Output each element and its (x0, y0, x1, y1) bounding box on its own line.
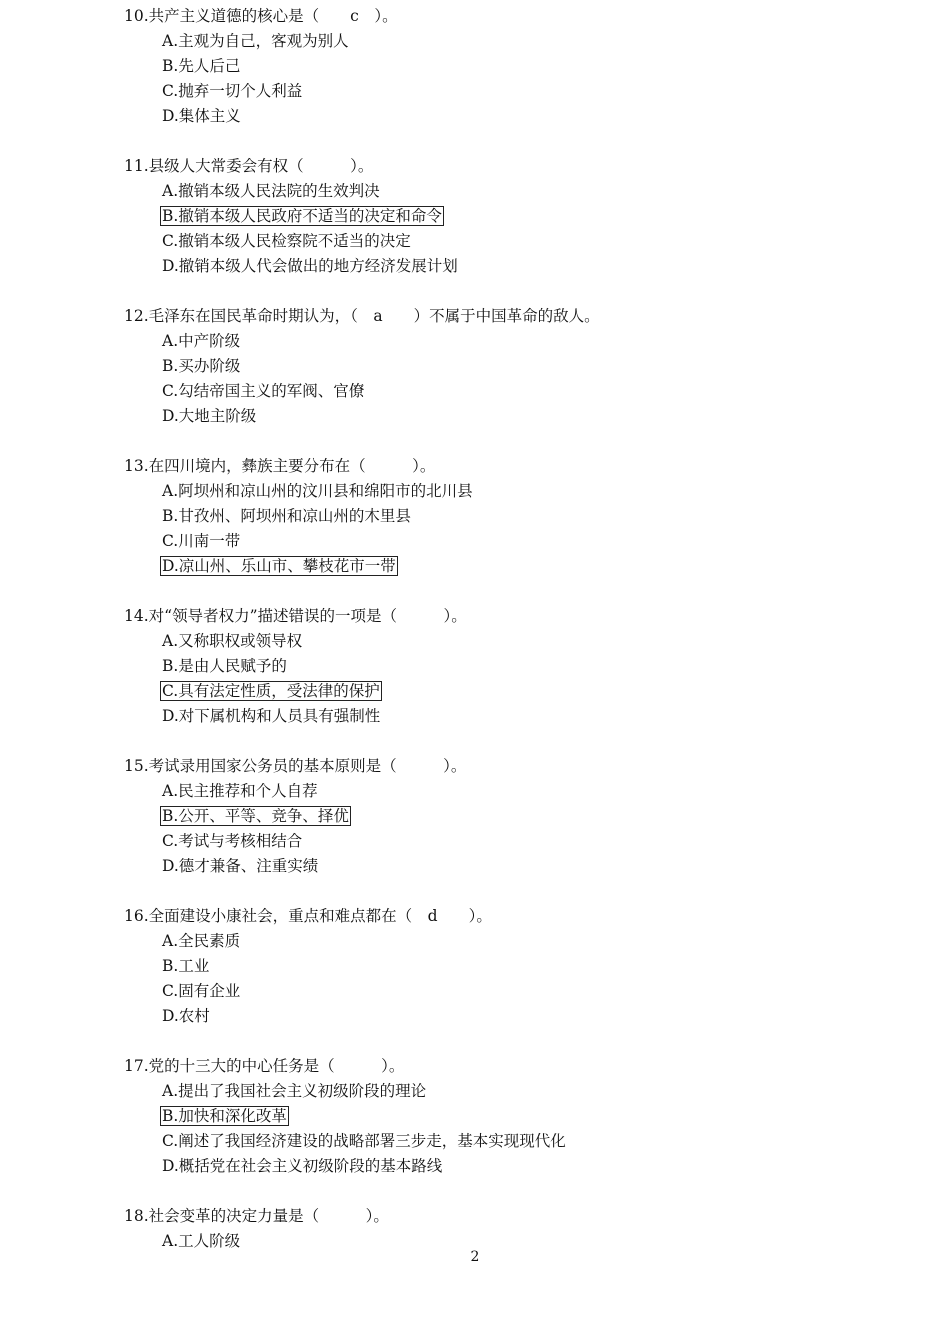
option-line (124, 979, 884, 1004)
question-block (124, 1054, 884, 1179)
question-stem: 13.在四川境内，彝族主要分布在（ ）。 (124, 457, 436, 475)
answer-box: B.加快和深化改革 (162, 1107, 287, 1125)
question-block (124, 154, 884, 279)
option-text: C.抛弃一切个人利益 (162, 82, 303, 100)
question-block (124, 454, 884, 579)
option-line (124, 504, 884, 529)
option-line (124, 1154, 884, 1179)
option-line (124, 1129, 884, 1154)
question-stem: 12.毛泽东在国民革命时期认为，（ a ）不属于中国革命的敌人。 (124, 307, 600, 325)
option-line-marked (124, 804, 884, 829)
option-text: A.民主推荐和个人自荐 (162, 782, 318, 800)
option-line (124, 704, 884, 729)
option-line (124, 629, 884, 654)
question-block (124, 1204, 884, 1254)
option-text: B.先人后己 (162, 57, 241, 75)
option-text: D.对下属机构和人员具有强制性 (162, 707, 381, 725)
option-line (124, 104, 884, 129)
option-text: B.买办阶级 (162, 357, 241, 375)
option-text: D.集体主义 (162, 107, 241, 125)
option-line (124, 229, 884, 254)
option-text: D.撤销本级人代会做出的地方经济发展计划 (162, 257, 458, 275)
option-line-marked (124, 1104, 884, 1129)
answer-box: D.凉山州、乐山市、攀枝花市一带 (162, 557, 396, 575)
option-text: A.全民素质 (162, 932, 241, 950)
question-block (124, 604, 884, 729)
question-stem: 10.共产主义道德的核心是（ c ）。 (124, 7, 398, 25)
option-text: A.主观为自己，客观为别人 (162, 32, 349, 50)
question-block (124, 904, 884, 1029)
option-line (124, 79, 884, 104)
question-block (124, 754, 884, 879)
option-text: C.川南一带 (162, 532, 241, 550)
option-line (124, 929, 884, 954)
option-line-marked (124, 204, 884, 229)
option-text: C.勾结帝国主义的军阀、官僚 (162, 382, 365, 400)
option-text: D.德才兼备、注重实绩 (162, 857, 319, 875)
option-line (124, 379, 884, 404)
option-line-marked (124, 679, 884, 704)
option-text: B.工业 (162, 957, 210, 975)
option-line (124, 179, 884, 204)
option-line (124, 354, 884, 379)
option-text: C.固有企业 (162, 982, 241, 1000)
option-text: D.概括党在社会主义初级阶段的基本路线 (162, 1157, 443, 1175)
option-line (124, 29, 884, 54)
option-line (124, 254, 884, 279)
option-text: A.提出了我国社会主义初级阶段的理论 (162, 1082, 427, 1100)
option-line (124, 54, 884, 79)
option-line-marked (124, 554, 884, 579)
question-block (124, 4, 884, 129)
option-text: D.大地主阶级 (162, 407, 257, 425)
answer-box: B.公开、平等、竞争、择优 (162, 807, 349, 825)
option-line (124, 1079, 884, 1104)
page-number: 2 (470, 1249, 480, 1265)
question-block (124, 304, 884, 429)
question-stem: 11.县级人大常委会有权（ ）。 (124, 157, 374, 175)
option-text: A.撤销本级人民法院的生效判决 (162, 182, 380, 200)
option-text: C.考试与考核相结合 (162, 832, 303, 850)
answer-box: C.具有法定性质，受法律的保护 (162, 682, 380, 700)
option-text: A.中产阶级 (162, 332, 241, 350)
option-line (124, 854, 884, 879)
option-text: A.工人阶级 (162, 1232, 241, 1250)
option-line (124, 1004, 884, 1029)
question-stem: 17.党的十三大的中心任务是（ ）。 (124, 1057, 405, 1075)
option-text: A.又称职权或领导权 (162, 632, 303, 650)
question-stem: 16.全面建设小康社会，重点和难点都在（ d ）。 (124, 907, 492, 925)
option-text: A.阿坝州和凉山州的汶川县和绵阳市的北川县 (162, 482, 473, 500)
option-line (124, 479, 884, 504)
option-text: D.农村 (162, 1007, 210, 1025)
option-line (124, 529, 884, 554)
option-text: B.是由人民赋予的 (162, 657, 287, 675)
option-line (124, 954, 884, 979)
question-stem: 18.社会变革的决定力量是（ ）。 (124, 1207, 389, 1225)
question-stem: 15.考试录用国家公务员的基本原则是（ ）。 (124, 757, 467, 775)
question-stem: 14.对“领导者权力”描述错误的一项是（ ）。 (124, 607, 467, 625)
option-text: C.撤销本级人民检察院不适当的决定 (162, 232, 411, 250)
option-text: C.阐述了我国经济建设的战略部署三步走，基本实现现代化 (162, 1132, 566, 1150)
option-line (124, 654, 884, 679)
option-text: B.甘孜州、阿坝州和凉山州的木里县 (162, 507, 411, 525)
option-line (124, 404, 884, 429)
option-line (124, 779, 884, 804)
answer-box: B.撤销本级人民政府不适当的决定和命令 (162, 207, 442, 225)
option-line (124, 829, 884, 854)
option-line (124, 329, 884, 354)
question-list (124, 4, 884, 1279)
